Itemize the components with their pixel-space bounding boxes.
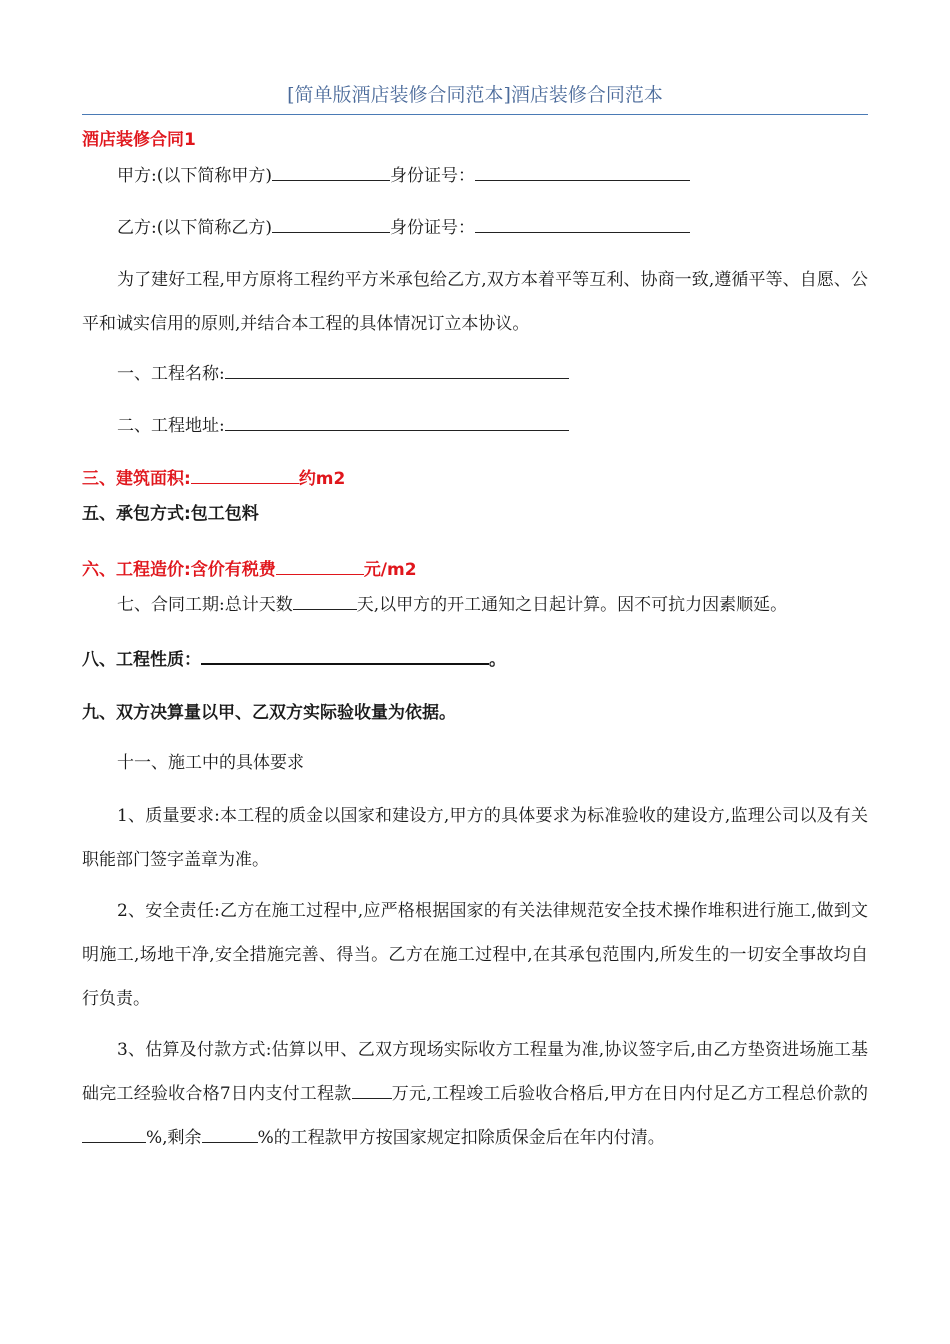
item-7-blank: [293, 592, 357, 610]
party-b-line: [117, 215, 690, 240]
party-a-line: [117, 163, 690, 188]
item-11-line: 十一、施工中的具体要求: [117, 753, 304, 773]
item-8-blank: [201, 646, 489, 665]
item-2-blank: [225, 413, 569, 431]
requirement-3-blank-2: [82, 1125, 146, 1143]
item-3-label: 三、建筑面积:: [82, 469, 191, 489]
item-3-blank: [191, 466, 299, 484]
item-6-label: 六、工程造价:含价有税费: [82, 560, 276, 580]
requirement-3-blank-1: [352, 1081, 392, 1099]
item-2-line: [117, 413, 569, 438]
item-7-line: [117, 592, 787, 617]
item-7-suffix: 天,以甲方的开工通知之日起计算。因不可抗力因素顺延。: [356, 595, 788, 615]
requirement-1: 1、质量要求:本工程的质金以国家和建设方,甲方的具体要求为标准验收的建设方,监理公司以及有关职能部门签字盖章为准。: [82, 806, 868, 870]
item-7-prefix: 七、合同工期:总计天数: [117, 595, 293, 615]
party-a-label: 甲方:(以下简称甲方): [117, 166, 272, 186]
item-6-line: [82, 557, 417, 582]
requirement-3-part-d: %的工程款甲方按国家规定扣除质保金后在年内付清。: [257, 1128, 665, 1148]
item-3-suffix: 约m2: [298, 469, 346, 489]
item-1-line: [117, 361, 569, 386]
item-8-label: 八、工程性质：: [82, 650, 201, 670]
requirement-3-part-a: 3、估算及付款方式:估算以甲、乙双方现场实际收方工程量为准,协议签字后,由乙方垫资进场施工基础完工经验收合格7日内支付工程款: [82, 1040, 868, 1104]
requirement-2: 2、安全责任:乙方在施工过程中,应严格根据国家的有关法律规范安全技术操作堆积进行施工,做到文明施工,场地干净,安全措施完善、得当。乙方在施工过程中,在其承包范围内,所发生的一切安全事故均自行负责。: [82, 901, 868, 1009]
party-a-id-label: 身份证号：: [390, 166, 475, 186]
requirement-3-blank-3: [202, 1125, 258, 1143]
party-b-id-blank: [475, 215, 690, 233]
requirement-3-part-b: 万元,工程竣工后验收合格后,甲方在日内付足乙方工程总价款的: [391, 1084, 868, 1104]
page-header: [简单版酒店装修合同范本]酒店装修合同范本: [82, 82, 868, 115]
item-3-line: [82, 466, 345, 491]
item-6-blank: [276, 557, 364, 575]
party-b-label: 乙方:(以下简称乙方): [117, 218, 272, 238]
item-8-suffix: 。: [489, 650, 506, 670]
requirement-3-part-c: %,剩余: [146, 1128, 202, 1148]
item-8-line: [82, 646, 506, 672]
item-6-suffix: 元/m2: [363, 560, 417, 580]
intro-paragraph: 为了建好工程,甲方原将工程约平方米承包给乙方,双方本着平等互利、协商一致,遵循平等、自愿、公平和诚实信用的原则,并结合本工程的具体情况订立本协议。: [82, 270, 868, 334]
item-2-label: 二、工程地址:: [117, 416, 225, 436]
item-1-blank: [225, 361, 569, 379]
item-5-line: 五、承包方式:包工包料: [82, 504, 259, 524]
party-a-id-blank: [475, 163, 690, 181]
party-b-name-blank: [272, 215, 390, 233]
section-title: 酒店装修合同1: [82, 130, 196, 150]
requirement-3: [82, 1028, 868, 1160]
item-9-line: 九、双方决算量以甲、乙双方实际验收量为依据。: [82, 703, 456, 723]
party-a-name-blank: [272, 163, 390, 181]
item-1-label: 一、工程名称:: [117, 364, 225, 384]
party-b-id-label: 身份证号：: [390, 218, 475, 238]
